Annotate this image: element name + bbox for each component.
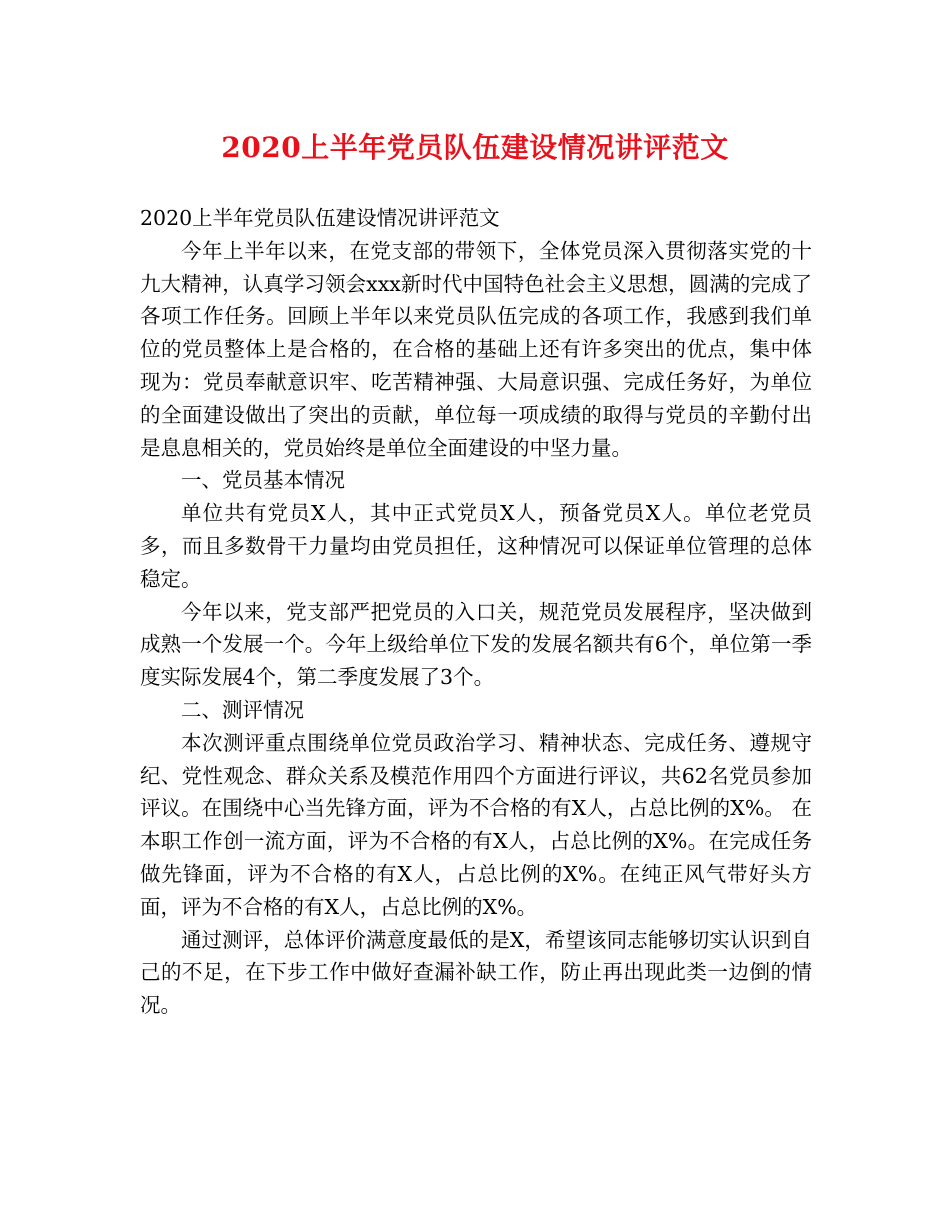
paragraph-basic-info: 单位共有党员X人，其中正式党员X人，预备党员X人。单位老党员多，而且多数骨干力量均由党员担任，这种情况可以保证单位管理的总体稳定。 (140, 501, 812, 591)
paragraph-intro: 今年上半年以来，在党支部的带领下，全体党员深入贯彻落实党的十九大精神，认真学习领会xxx新时代中国特色社会主义思想，圆满的完成了各项工作任务。回顾上半年以来党员队伍完成的各项工作，我感到我们单位的党员整体上是合格的，在合格的基础上还有许多突出的优点，集中体现为：党员奉献意识牢、吃苦精神强、大局意识强、完成任务好，为单位的全面建设做出了突出的贡献，单位每一项成绩的取得与党员的辛勤付出是息息相关的，党员始终是单位全面建设的中坚力量。 (140, 238, 812, 460)
paragraph-conclusion: 通过测评，总体评价满意度最低的是X，希望该同志能够切实认识到自己的不足，在下步工作中做好查漏补缺工作，防止再出现此类一边倒的情况。 (140, 927, 812, 1018)
paragraph-evaluation: 本次测评重点围绕单位党员政治学习、精神状态、完成任务、遵规守纪、党性观念、群众关系及模范作用四个方面进行评议，共62名党员参加评议。在围绕中心当先锋方面，评为不合格的有X人，占总比例的X%。 在本职工作创一流方面，评为不合格的有X人，占总比例的X%。在完成任务做先锋面，评为不合格的有X人，占总比例的X%。在纯正风气带好头方面，评为不合格的有X人，占总比例的X%。 (140, 730, 812, 919)
section-heading-evaluation: 二、测评情况 (181, 697, 304, 722)
subtitle-line: 2020上半年党员队伍建设情况讲评范文 (140, 206, 500, 230)
document-body (140, 202, 812, 1022)
document-title: 2020上半年党员队伍建设情况讲评范文 (221, 131, 729, 164)
section-heading-basic-info: 一、党员基本情况 (181, 468, 345, 493)
paragraph-development: 今年以来，党支部严把党员的入口关，规范党员发展程序，坚决做到成熟一个发展一个。今年上级给单位下发的发展名额共有6个，单位第一季度实际发展4个，第二季度发展了3个。 (140, 599, 812, 690)
